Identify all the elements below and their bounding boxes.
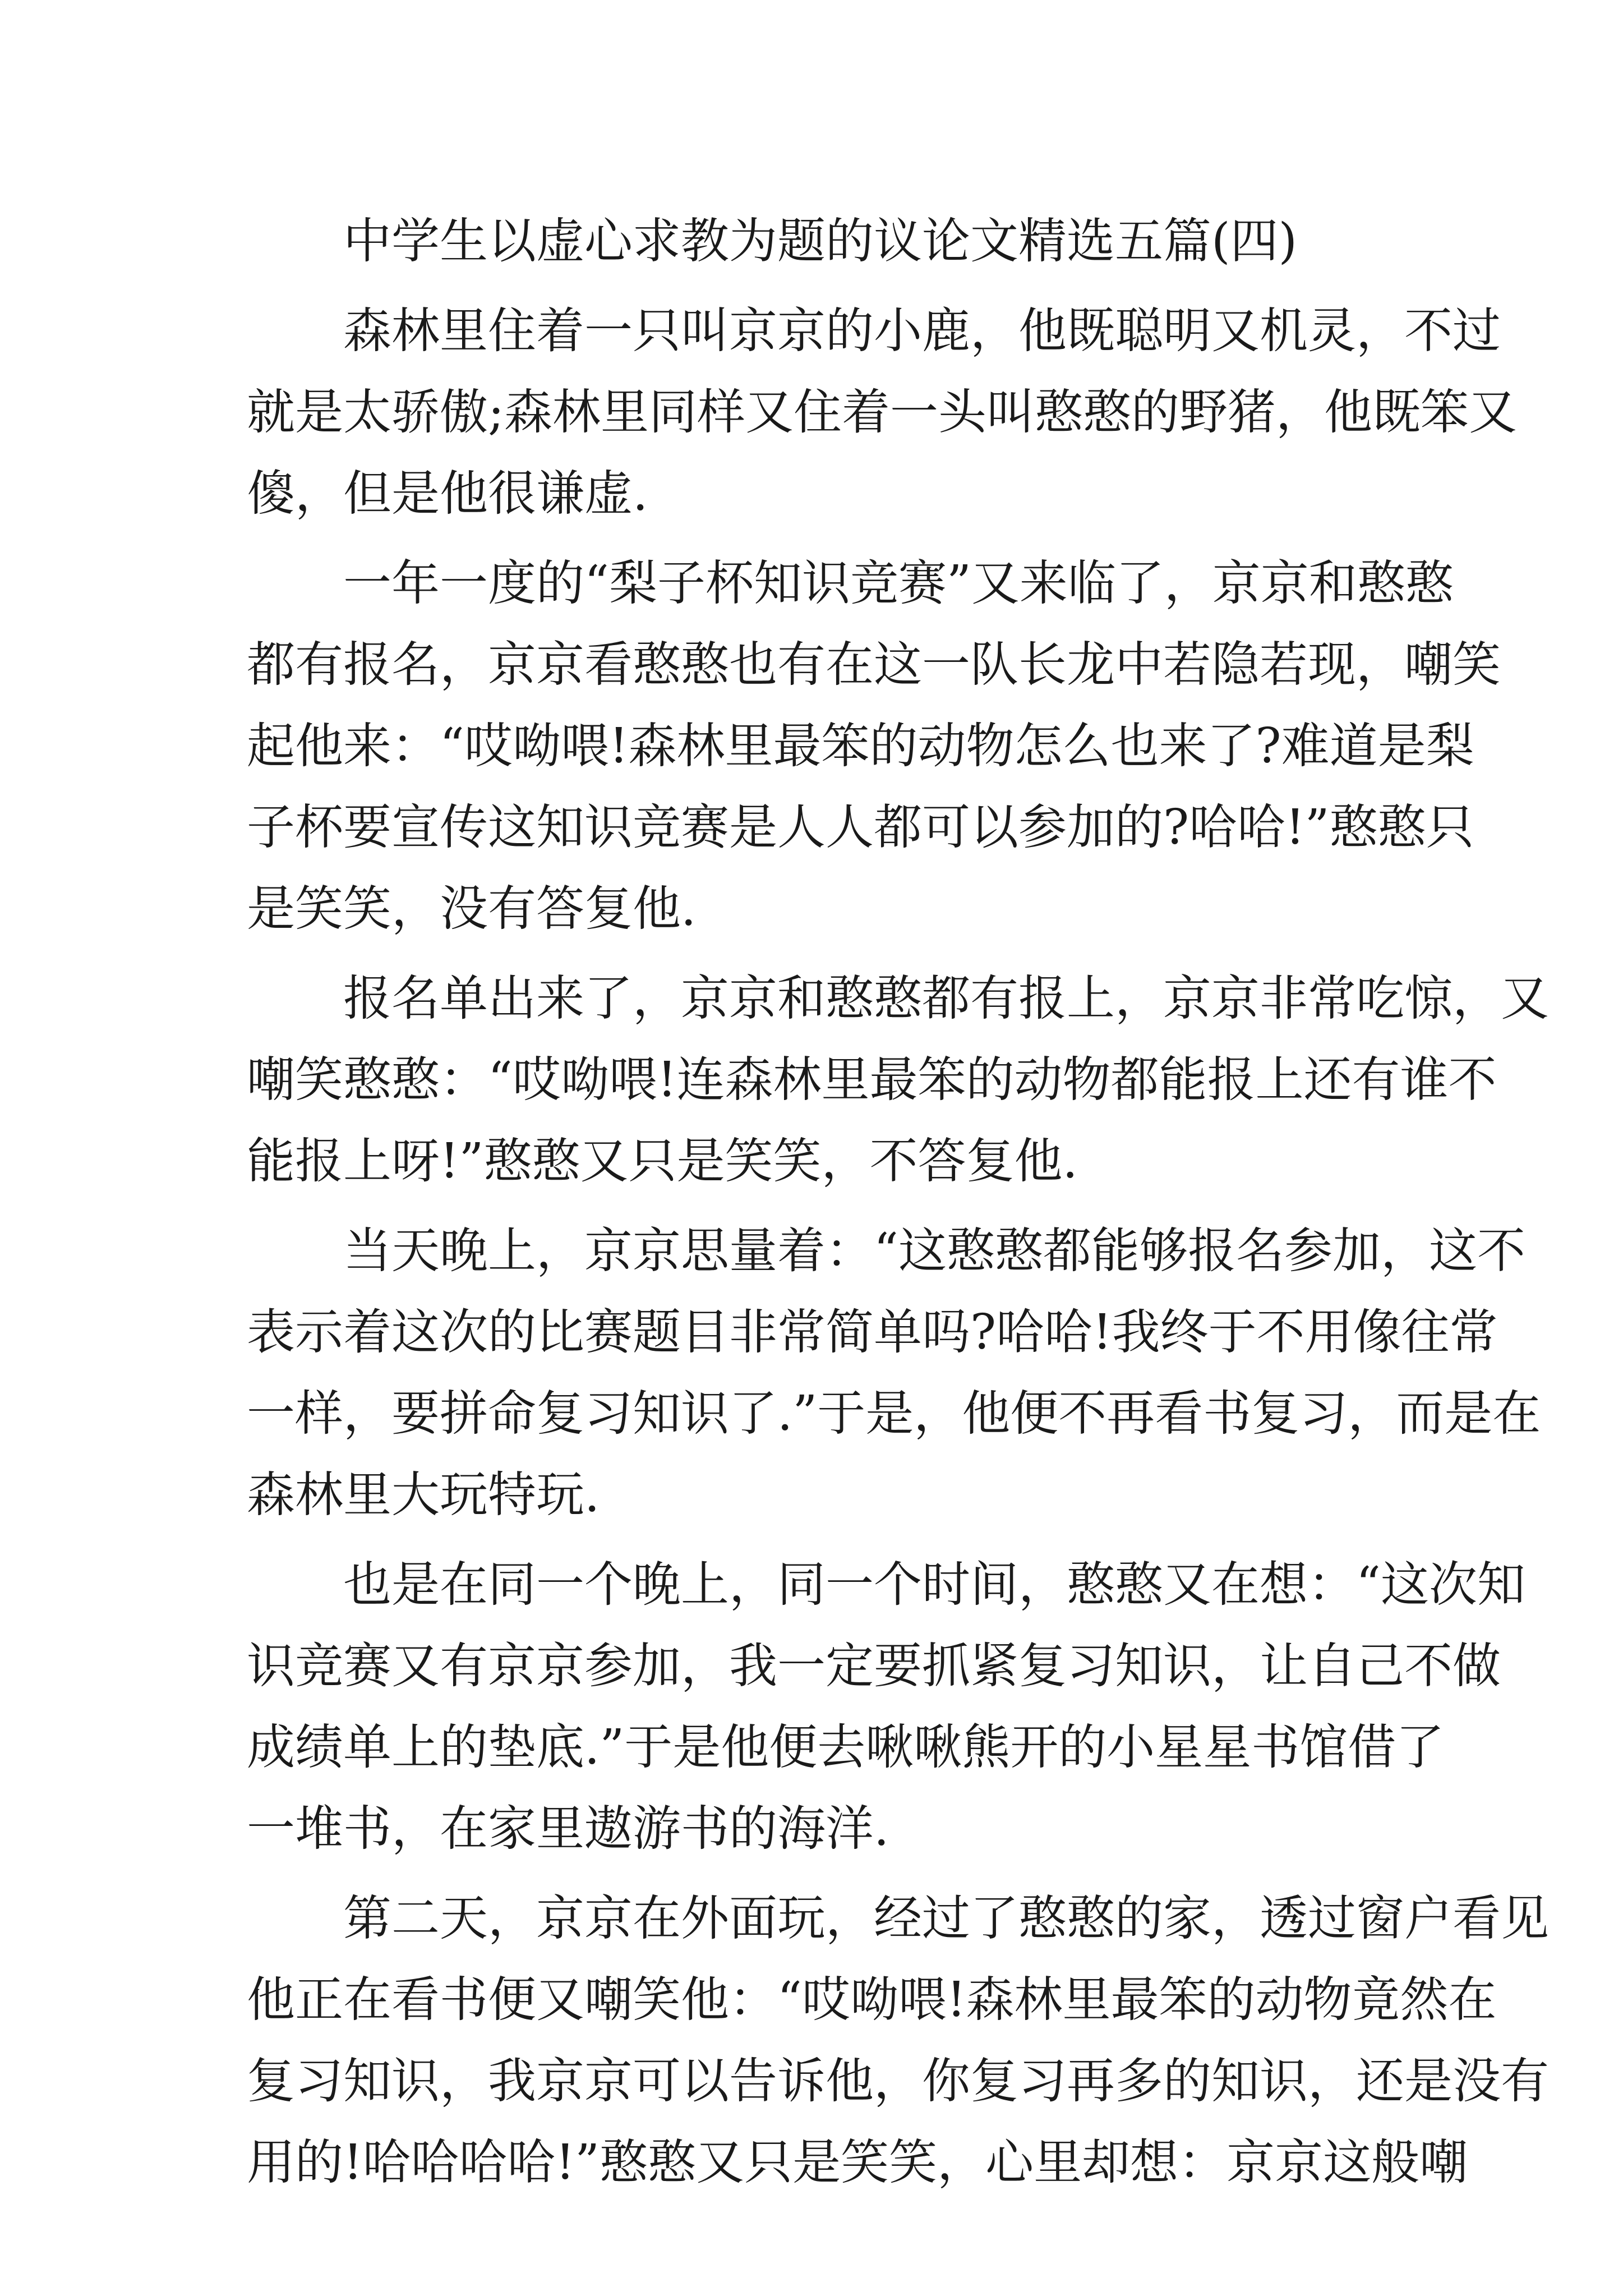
paragraph-line: 表示着这次的比赛题目非常简单吗?哈哈!我终于不用像往常 — [247, 1304, 1498, 1360]
paragraph-line: 一样，要拼命复习知识了.”于是，他便不再看书复习，而是在 — [247, 1386, 1541, 1442]
paragraph-line: 子杯要宣传这知识竞赛是人人都可以参加的?哈哈!”憨憨只 — [247, 799, 1474, 855]
paragraph-line: 也是在同一个晚上，同一个时间，憨憨又在想：“这次知 — [343, 1557, 1525, 1613]
paragraph-line: 森林里大玩特玩. — [247, 1467, 600, 1523]
paragraph-line: 是笑笑，没有答复他. — [247, 881, 697, 937]
paragraph-line: 识竞赛又有京京参加，我一定要抓紧复习知识，让自己不做 — [247, 1638, 1501, 1694]
paragraph-line: 当天晚上，京京思量着：“这憨憨都能够报名参加，这不 — [343, 1223, 1525, 1279]
paragraph-line: 嘲笑憨憨：“哎呦喂!连森林里最笨的动物都能报上还有谁不 — [247, 1052, 1497, 1108]
paragraph-line: 报名单出来了，京京和憨憨都有报上，京京非常吃惊，又 — [343, 970, 1549, 1027]
paragraph-line: 都有报名，京京看憨憨也有在这一队长龙中若隐若现，嘲笑 — [247, 637, 1501, 693]
paragraph-line: 成绩单上的垫底.”于是他便去啾啾熊开的小星星书馆借了 — [247, 1719, 1445, 1775]
paragraph-line: 复习知识，我京京可以告诉他，你复习再多的知识，还是没有 — [247, 2053, 1549, 2109]
paragraph-line: 就是太骄傲;森林里同样又住着一头叫憨憨的野猪，他既笨又 — [247, 384, 1517, 440]
paragraph-line: 能报上呀!”憨憨又只是笑笑，不答复他. — [247, 1133, 1078, 1189]
paragraph-line: 傻，但是他很谦虚. — [247, 466, 648, 522]
paragraph-line: 他正在看书便又嘲笑他：“哎呦喂!森林里最笨的动物竟然在 — [247, 1972, 1497, 2028]
paragraph-line: 用的!哈哈哈哈!”憨憨又只是笑笑，心里却想：京京这般嘲 — [247, 2134, 1468, 2191]
document-title: 中学生以虚心求教为题的议论文精选五篇(四) — [343, 213, 1298, 269]
paragraph-line: 起他来：“哎呦喂!森林里最笨的动物怎么也来了?难道是梨 — [247, 718, 1474, 774]
paragraph-line: 森林里住着一只叫京京的小鹿，他既聪明又机灵，不过 — [343, 303, 1501, 359]
paragraph-line: 第二天，京京在外面玩，经过了憨憨的家，透过窗户看见 — [343, 1890, 1549, 1947]
paragraph-line: 一堆书，在家里遨游书的海洋. — [247, 1801, 889, 1857]
paragraph-line: 一年一度的“梨子杯知识竞赛”又来临了，京京和憨憨 — [343, 555, 1454, 611]
